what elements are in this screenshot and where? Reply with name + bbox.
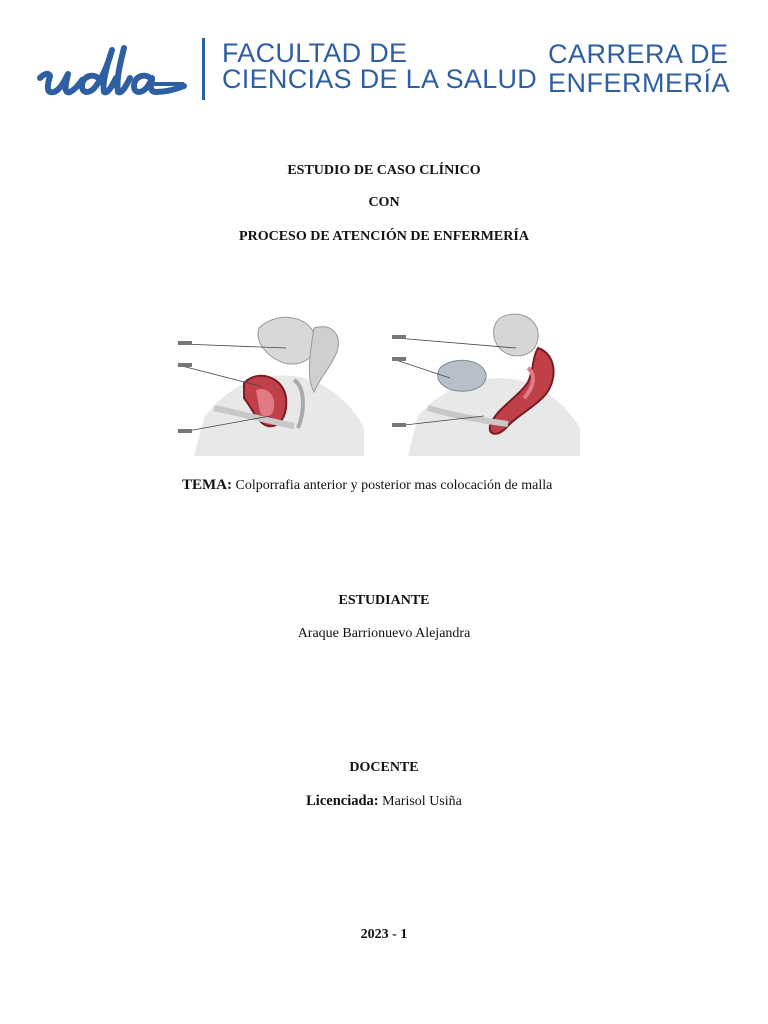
pelvic-anatomy-illustration-icon xyxy=(174,308,370,456)
teacher-name: Marisol Usiña xyxy=(378,794,462,809)
faculty-line-2: CIENCIAS DE LA SALUD xyxy=(222,64,538,94)
career-line-1: CARRERA DE xyxy=(548,39,729,69)
teacher-heading: DOCENTE xyxy=(349,760,419,775)
udla-logo xyxy=(34,40,192,110)
career-name xyxy=(548,40,730,98)
anatomy-figures xyxy=(174,308,594,456)
logo-text: udla xyxy=(34,40,36,41)
topic-label: TEMA: xyxy=(182,477,232,493)
title-line-2: CON xyxy=(368,195,400,210)
faculty-name xyxy=(222,40,537,92)
teacher-line xyxy=(0,793,768,810)
logo-divider xyxy=(202,38,205,100)
document-header xyxy=(0,0,768,140)
title-line-1: ESTUDIO DE CASO CLÍNICO xyxy=(287,163,481,178)
topic-text: Colporrafia anterior y posterior mas colocación de malla xyxy=(232,478,553,493)
student-name: Araque Barrionuevo Alejandra xyxy=(297,626,471,641)
pelvic-prolapse-illustration-icon xyxy=(388,308,584,456)
student-heading: ESTUDIANTE xyxy=(338,593,430,608)
career-line-2: ENFERMERÍA xyxy=(548,68,731,98)
teacher-label: Licenciada: xyxy=(306,793,379,809)
title-line-3: PROCESO DE ATENCIÓN DE ENFERMERÍA xyxy=(239,229,529,244)
faculty-line-1: FACULTAD DE xyxy=(222,38,408,68)
topic xyxy=(182,477,552,494)
academic-period: 2023 - 1 xyxy=(360,927,408,942)
